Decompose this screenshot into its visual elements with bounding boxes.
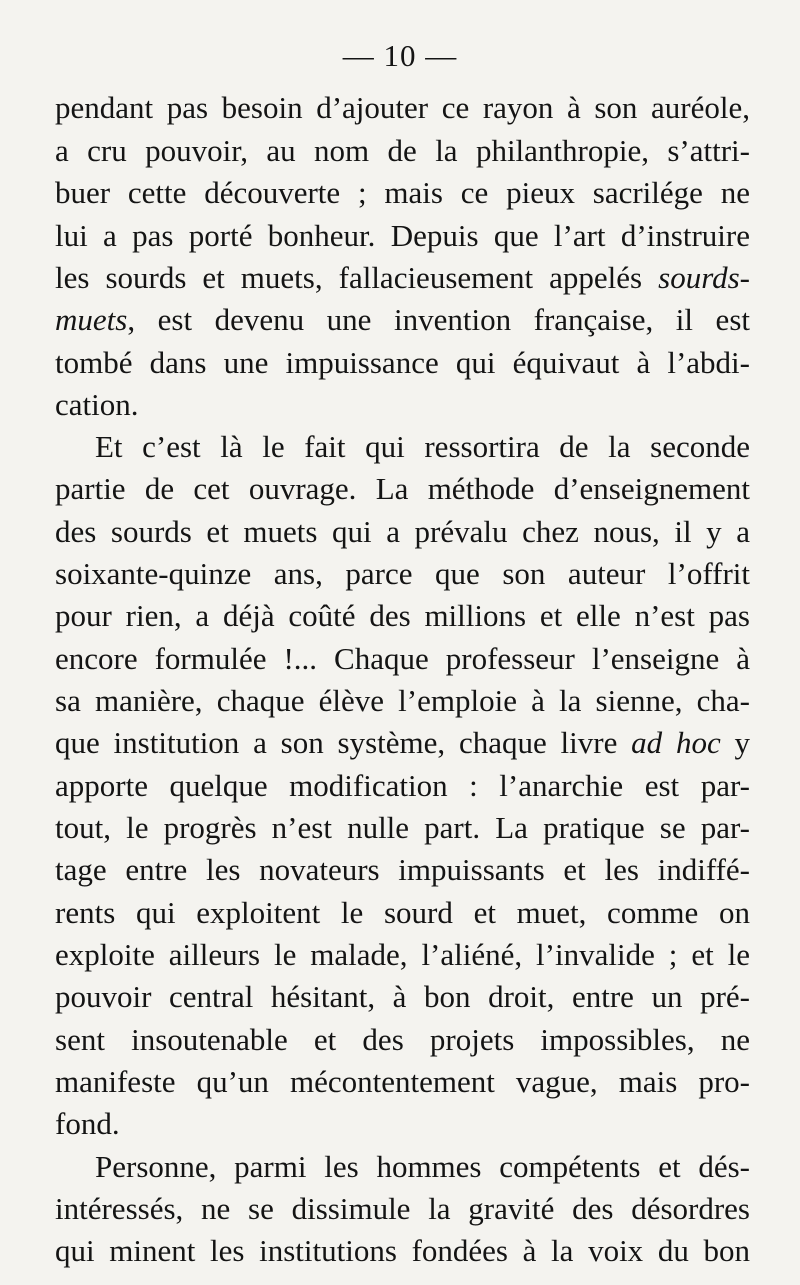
italic-term: sourds- [658,260,750,295]
text-line: apporte quelque modification : l’anarchie est par- [55,768,750,803]
text-line: manifeste qu’un mécontentement vague, mais pro- [55,1064,750,1099]
text-line: tout, le progrès n’est nulle part. La pratique se par- [55,810,750,845]
text-line: tombé dans une impuissance qui équivaut à l’abdi- [55,345,750,380]
text-line: pendant pas besoin d’ajouter ce rayon à son auréole, [55,90,750,125]
italic-term: muets [55,302,128,337]
text-line: Personne, parmi les hommes compétents et dés- [95,1149,750,1184]
text-line: lui a pas porté bonheur. Depuis que l’art d’instruire [55,218,750,253]
text-line: soixante-quinze ans, parce que son auteur l’offrit [55,556,750,591]
text-line: encore formulée !... Chaque professeur l’enseigne à [55,641,750,676]
text-line: a cru pouvoir, au nom de la philanthropie, s’attri- [55,133,750,168]
text-line: pouvoir central hésitant, à bon droit, entre un pré- [55,979,750,1014]
text-line: les sourds et muets, fallacieusement appelés sourds- [55,260,750,295]
text-line: partie de cet ouvrage. La méthode d’enseignement [55,471,750,506]
text-line: fond. [55,1106,120,1141]
text-line: des sourds et muets qui a prévalu chez nous, il y a [55,514,750,549]
text-line: exploite ailleurs le malade, l’aliéné, l’invalide ; et le [55,937,750,972]
text-line: tage entre les novateurs impuissants et les indiffé- [55,852,750,887]
text-line: Et c’est là le fait qui ressortira de la seconde [95,429,750,464]
italic-term: ad hoc [631,725,721,760]
text-line: buer cette découverte ; mais ce pieux sacrilége ne [55,175,750,210]
text-line: muets, est devenu une invention française, il est [55,302,750,337]
text-line: qui minent les institutions fondées à la voix du bon [55,1233,750,1268]
text-line: que institution a son système, chaque livre ad hoc y [55,725,751,760]
text-line: sent insoutenable et des projets impossibles, ne [55,1022,750,1057]
text-line: cation. [55,387,139,422]
text-line: intéressés, ne se dissimule la gravité des désordres [55,1191,750,1226]
text-line: sa manière, chaque élève l’emploie à la sienne, cha- [55,683,750,718]
page-number: — 10 — [342,38,458,73]
text-line: pour rien, a déjà coûté des millions et elle n’est pas [55,598,750,633]
text-line: rents qui exploitent le sourd et muet, comme on [55,895,750,930]
